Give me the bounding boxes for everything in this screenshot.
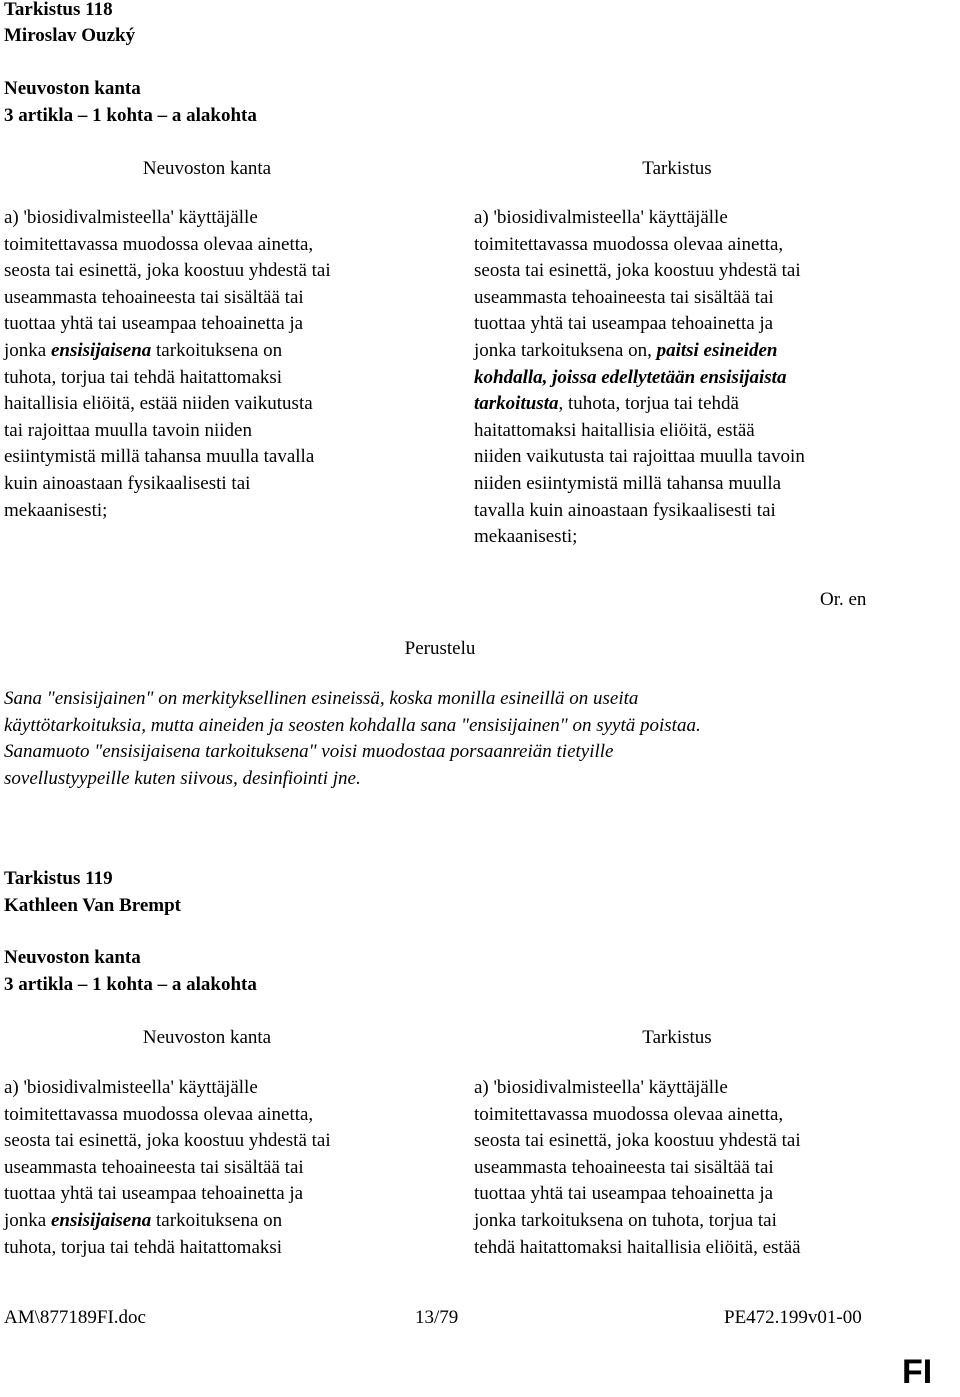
text-line: kuin ainoastaan fysikaalisesti tai	[4, 472, 251, 494]
amendment-118-right-header: Tarkistus	[642, 158, 712, 179]
amendment-119-left-column	[4, 1075, 434, 1261]
text-line: niiden vaikutusta tai rajoittaa muulla tavoin	[474, 446, 805, 468]
amendment-119-author: Kathleen Van Brempt	[4, 895, 182, 916]
amendment-118-author: Miroslav Ouzký	[4, 25, 136, 46]
text-line: haitallisia eliöitä, estää niiden vaikutusta	[4, 393, 313, 415]
text-line: tai rajoittaa muulla tavoin niiden	[4, 419, 252, 441]
added-text: paitsi esineiden	[656, 339, 778, 361]
text-line: useammasta tehoaineesta tai sisältää tai	[474, 1156, 774, 1178]
deleted-word: ensisijaisena	[50, 339, 152, 361]
amendment-118-reference: 3 artikla – 1 kohta – a alakohta	[4, 105, 257, 126]
language-code: FI	[902, 1353, 933, 1391]
text-line: esiintymistä millä tahansa muulla tavalla	[4, 446, 315, 468]
amendment-119-title: Tarkistus 119	[4, 868, 113, 889]
text-line: seosta tai esinettä, joka koostuu yhdestä tai	[474, 260, 801, 282]
text-line: toimitettavassa muodossa olevaa ainetta,	[4, 1103, 314, 1125]
amendment-118-source: Neuvoston kanta	[4, 78, 141, 99]
text-line: toimitettavassa muodossa olevaa ainetta,	[474, 1103, 784, 1125]
text-line: a) 'biosidivalmisteella' käyttäjälle	[474, 207, 728, 228]
text-line: seosta tai esinettä, joka koostuu yhdestä tai	[4, 260, 331, 282]
amendment-118-left-header: Neuvoston kanta	[142, 158, 272, 179]
text-line: haitattomaksi haitallisia eliöitä, estää	[474, 419, 755, 441]
text-line: Sanamuoto "ensisijaisena tarkoituksena" voisi muodostaa porsaanreiän tietyille	[4, 741, 614, 763]
justification-text	[4, 686, 904, 792]
original-language: Or. en	[820, 589, 867, 610]
text-line: toimitettavassa muodossa olevaa ainetta,	[4, 233, 314, 255]
deleted-word: ensisijaisena	[50, 1209, 152, 1231]
text-line: mekaanisesti;	[4, 499, 108, 521]
amendment-119-right-header: Tarkistus	[642, 1027, 712, 1048]
text-line: käyttötarkoituksia, mutta aineiden ja seosten kohdalla sana "ensisijainen" on syytä poistaa.	[4, 714, 701, 736]
text-line: a) 'biosidivalmisteella' käyttäjälle	[474, 1077, 728, 1098]
amendment-119-right-column	[474, 1075, 914, 1261]
amendment-118-left-column	[4, 205, 434, 524]
amendment-118-right-column	[474, 205, 914, 551]
text-line: niiden esiintymistä millä tahansa muulla	[474, 472, 782, 494]
text-line: toimitettavassa muodossa olevaa ainetta,	[474, 233, 784, 255]
text-line: jonka ensisijaisena tarkoituksena on	[4, 339, 283, 361]
amendment-119-source: Neuvoston kanta	[4, 947, 141, 968]
added-text: tarkoitusta	[474, 393, 559, 415]
text-line	[474, 365, 914, 392]
text-line: useammasta tehoaineesta tai sisältää tai	[4, 286, 304, 308]
text-line: tuottaa yhtä tai useampaa tehoainetta ja	[474, 1183, 774, 1205]
text-line: tuhota, torjua tai tehdä haitattomaksi	[4, 366, 283, 388]
text-line: tarkoitusta, tuhota, torjua tai tehdä	[474, 393, 739, 415]
text-line: tuottaa yhtä tai useampaa tehoainetta ja	[4, 313, 304, 335]
text-line: Sana "ensisijainen" on merkityksellinen esineissä, koska monilla esineillä on useita	[4, 688, 639, 709]
text-line: mekaanisesti;	[474, 526, 578, 548]
text-line: jonka tarkoituksena on, paitsi esineiden	[474, 339, 778, 361]
text-line: a) 'biosidivalmisteella' käyttäjälle	[4, 1077, 258, 1098]
text-line: tuottaa yhtä tai useampaa tehoainetta ja	[474, 313, 774, 335]
text-line: jonka ensisijaisena tarkoituksena on	[4, 1209, 283, 1231]
text-line: tuhota, torjua tai tehdä haitattomaksi	[4, 1236, 283, 1258]
added-text: kohdalla, joissa edellytetään ensisijaista	[474, 366, 787, 388]
amendment-119-reference: 3 artikla – 1 kohta – a alakohta	[4, 974, 257, 995]
text-line: seosta tai esinettä, joka koostuu yhdestä tai	[474, 1130, 801, 1152]
text-line: tavalla kuin ainoastaan fysikaalisesti tai	[474, 499, 776, 521]
text-line: a) 'biosidivalmisteella' käyttäjälle	[4, 207, 258, 228]
footer-page-number: 13/79	[415, 1307, 459, 1328]
text-line: sovellustyypeille kuten siivous, desinfiointi jne.	[4, 767, 361, 789]
footer-doc-ref: AM\877189FI.doc	[4, 1307, 146, 1328]
text-line: useammasta tehoaineesta tai sisältää tai	[4, 1156, 304, 1178]
text-line: seosta tai esinettä, joka koostuu yhdestä tai	[4, 1130, 331, 1152]
text-line: useammasta tehoaineesta tai sisältää tai	[474, 286, 774, 308]
text-line: jonka tarkoituksena on tuhota, torjua tai	[474, 1209, 777, 1231]
text-line: tuottaa yhtä tai useampaa tehoainetta ja	[4, 1183, 304, 1205]
text-line: tehdä haitattomaksi haitallisia eliöitä, estää	[474, 1236, 801, 1258]
amendment-118-title: Tarkistus 118	[4, 0, 113, 20]
justification-header: Perustelu	[404, 638, 476, 659]
footer-pe-ref: PE472.199v01-00	[724, 1307, 862, 1328]
amendment-119-left-header: Neuvoston kanta	[142, 1027, 272, 1048]
